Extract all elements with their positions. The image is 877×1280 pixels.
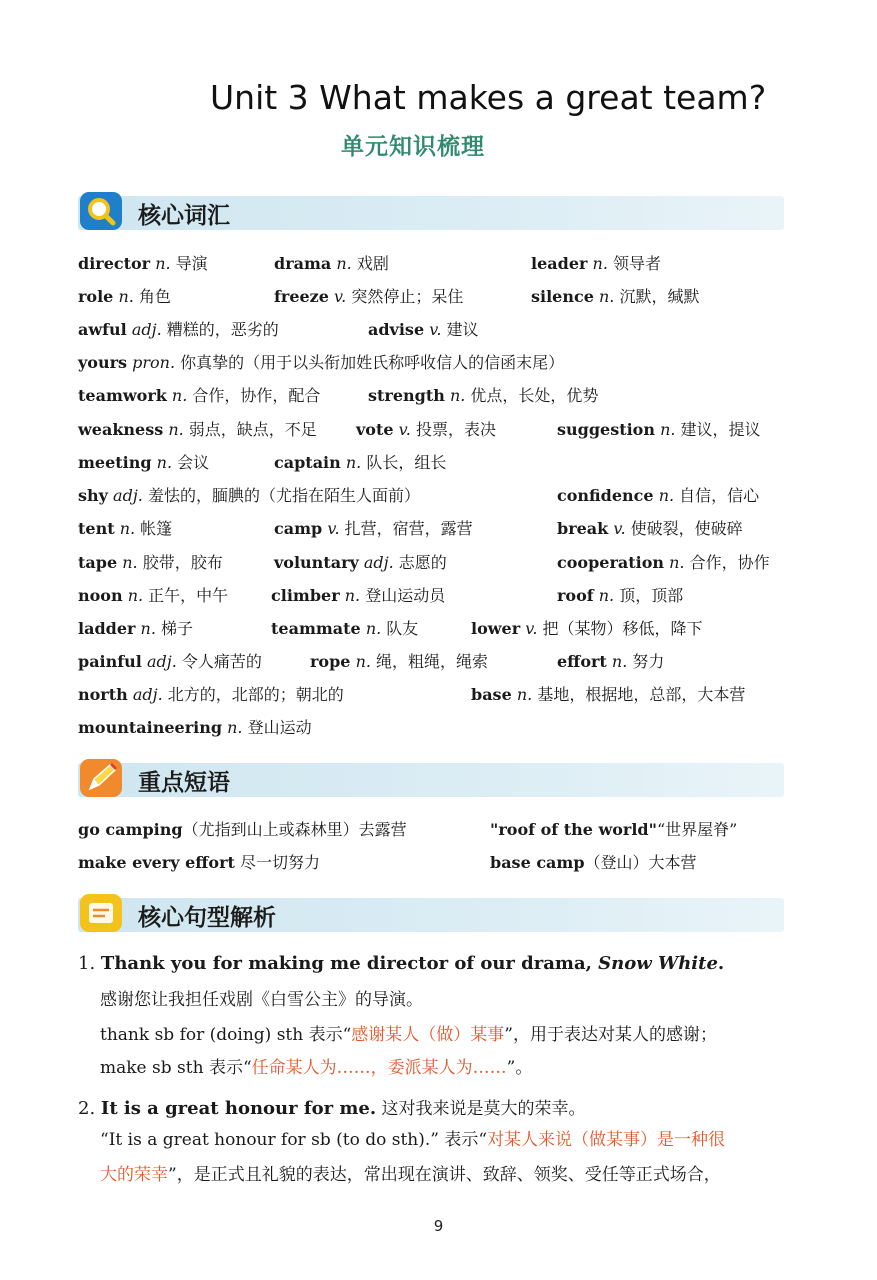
vocab-meaning: 合作，协作，配合 — [187, 386, 321, 405]
vocab-meaning: 糟糕的，恶劣的 — [161, 320, 279, 339]
vocab-word: advise — [368, 320, 425, 339]
vocab-item-meeting — [78, 453, 209, 473]
phrase-en: make every effort — [78, 853, 235, 872]
phrase-item — [78, 853, 320, 873]
vocab-meaning: 自信，信心 — [674, 486, 760, 505]
sentence-note — [100, 1057, 532, 1079]
vocab-word: yours — [78, 353, 128, 372]
vocab-pos: n. — [598, 586, 615, 605]
vocab-item-drama — [274, 254, 389, 274]
vocab-pos: n. — [118, 287, 134, 306]
vocab-meaning: 使破裂，使破碎 — [625, 519, 743, 538]
phrase-zh: （登山）大本营 — [584, 853, 697, 872]
vocab-pos: adj. — [363, 553, 394, 572]
page-subtitle: 单元知识梳理 — [341, 134, 485, 160]
vocab-word: strength — [368, 386, 445, 405]
phrase-item — [78, 820, 407, 840]
vocab-item-break — [557, 519, 743, 539]
vocab-word: break — [557, 519, 609, 538]
vocab-item-confidence — [557, 486, 759, 506]
vocab-item-base — [471, 685, 745, 705]
vocab-word: role — [78, 287, 114, 306]
sentence-translation: 这对我来说是莫大的荣幸。 — [376, 1099, 586, 1119]
sentence-note — [100, 1024, 717, 1046]
vocab-word: tent — [78, 519, 115, 538]
vocab-pos: v. — [525, 619, 538, 638]
vocab-word: leader — [531, 254, 588, 273]
phrase-item — [490, 820, 737, 840]
vocab-meaning: 突然停止；呆住 — [346, 287, 464, 306]
phrase-en: go camping — [78, 820, 183, 839]
vocab-pos: n. — [156, 453, 173, 472]
vocab-pos: v. — [398, 420, 411, 439]
vocab-pos: v. — [429, 320, 442, 339]
vocab-item-awful — [78, 320, 279, 340]
sentence-item — [78, 1094, 586, 1119]
vocab-pos: n. — [140, 619, 156, 638]
section-title-phrases: 重点短语 — [138, 770, 230, 796]
vocab-word: painful — [78, 652, 142, 671]
vocab-item-vote — [356, 420, 496, 440]
section-header-sentences — [78, 898, 784, 932]
vocab-meaning: 羞怯的，腼腆的（尤指在陌生人面前） — [142, 486, 420, 505]
vocab-meaning: 弱点，缺点，不足 — [183, 420, 317, 439]
vocab-pos: v. — [613, 519, 626, 538]
vocab-pos: n. — [355, 652, 371, 671]
vocab-item-captain — [274, 453, 446, 473]
vocab-meaning: 合作，协作 — [684, 553, 770, 572]
vocab-meaning: 正午，中午 — [143, 586, 229, 605]
vocab-meaning: 帐篷 — [135, 519, 173, 538]
vocab-meaning: 导演 — [170, 254, 208, 273]
vocab-word: director — [78, 254, 151, 273]
vocab-pos: adj. — [113, 486, 143, 505]
vocab-pos: v. — [334, 287, 347, 306]
vocab-word: cooperation — [557, 553, 665, 572]
vocab-meaning: 戏剧 — [351, 254, 389, 273]
sentence-item — [78, 953, 724, 974]
vocab-item-cooperation — [557, 553, 770, 573]
vocab-meaning: 把（某物）移低，降下 — [537, 619, 703, 638]
phrase-zh: （尤指到山上或森林里）去露营 — [182, 820, 407, 839]
vocab-meaning: 优点，长处，优势 — [465, 386, 599, 405]
vocab-word: vote — [356, 420, 394, 439]
section-title-sentences: 核心句型解析 — [138, 905, 276, 931]
vocab-pos: v. — [327, 519, 340, 538]
vocab-pos: n. — [171, 386, 188, 405]
vocab-pos: adj. — [131, 320, 162, 339]
vocab-item-roof — [557, 586, 683, 606]
note-text: ”，用于表达对某人的感谢； — [504, 1025, 717, 1045]
vocab-meaning: 沉默，缄默 — [614, 287, 700, 306]
phrase-zh: “世界屋脊” — [656, 820, 738, 839]
phrase-en: base camp — [490, 853, 585, 872]
vocab-word: noon — [78, 586, 123, 605]
vocab-item-weakness — [78, 420, 317, 440]
vocab-pos: n. — [345, 453, 362, 472]
sentence-number: 2. — [78, 1098, 96, 1119]
note-text: “It is a great honour for sb (to do sth).” 表示“ — [100, 1130, 488, 1150]
vocab-pos: n. — [611, 652, 628, 671]
vocab-item-tent — [78, 519, 172, 539]
vocab-word: suggestion — [557, 420, 655, 439]
vocab-pos: n. — [516, 685, 533, 704]
vocab-item-suggestion — [557, 420, 761, 440]
note-icon — [80, 894, 122, 932]
vocab-pos: n. — [658, 486, 675, 505]
phrase-en: "roof of the world" — [490, 820, 657, 839]
vocab-meaning: 顶，顶部 — [614, 586, 684, 605]
vocab-meaning: 角色 — [133, 287, 171, 306]
vocab-word: teammate — [271, 619, 361, 638]
vocab-item-north — [78, 685, 344, 705]
vocab-item-lower — [471, 619, 703, 639]
section-title-vocab: 核心词汇 — [138, 203, 230, 229]
vocab-pos: n. — [599, 287, 615, 306]
vocab-word: weakness — [78, 420, 164, 439]
vocab-pos: pron. — [132, 353, 176, 372]
vocab-word: ladder — [78, 619, 136, 638]
vocab-pos: n. — [344, 586, 361, 605]
vocab-pos: n. — [168, 420, 184, 439]
vocab-word: base — [471, 685, 512, 704]
vocab-meaning: 令人痛苦的 — [176, 652, 262, 671]
vocab-word: roof — [557, 586, 594, 605]
vocab-meaning: 努力 — [627, 652, 665, 671]
vocab-word: north — [78, 685, 128, 704]
vocab-word: camp — [274, 519, 323, 538]
vocab-meaning: 登山运动员 — [360, 586, 446, 605]
vocab-word: tape — [78, 553, 118, 572]
vocab-word: climber — [271, 586, 340, 605]
vocab-item-climber — [271, 586, 445, 606]
section-header-vocab — [78, 196, 784, 230]
vocab-meaning: 队友 — [381, 619, 419, 638]
vocab-item-noon — [78, 586, 228, 606]
sentence-en — [101, 953, 724, 974]
vocab-word: mountaineering — [78, 718, 223, 737]
vocab-meaning: 北方的，北部的；朝北的 — [162, 685, 344, 704]
vocab-pos: n. — [365, 619, 382, 638]
vocab-word: rope — [310, 652, 351, 671]
note-text: ”，是正式且礼貌的表达，常出现在演讲、致辞、领奖、受任等正式场合， — [168, 1165, 721, 1185]
pencil-icon — [80, 759, 122, 797]
magnifier-icon — [80, 192, 122, 230]
vocab-pos: n. — [336, 254, 352, 273]
vocab-item-advise — [368, 320, 479, 340]
sentence-number: 1. — [78, 953, 96, 974]
vocab-meaning: 建议，提议 — [675, 420, 761, 439]
vocab-word: captain — [274, 453, 341, 472]
vocab-meaning: 胶带，胶布 — [137, 553, 223, 572]
vocab-pos: n. — [449, 386, 466, 405]
sentence-note — [100, 1129, 725, 1151]
phrase-zh: 尽一切努力 — [234, 853, 320, 872]
sentence-translation: 感谢您让我担任戏剧《白雪公主》的导演。 — [100, 990, 423, 1010]
vocab-pos: adj. — [146, 652, 177, 671]
vocab-pos: n. — [669, 553, 685, 572]
vocab-item-director — [78, 254, 208, 274]
vocab-meaning: 基地，根据地，总部，大本营 — [532, 685, 746, 704]
vocab-meaning: 领导者 — [607, 254, 661, 273]
note-text: make sb sth 表示“ — [100, 1058, 252, 1078]
vocab-item-silence — [531, 287, 699, 307]
sentence-en-part: Thank you for making me director of our drama, — [100, 953, 599, 974]
note-text: thank sb for (doing) sth 表示“ — [100, 1025, 352, 1045]
vocab-word: confidence — [557, 486, 654, 505]
vocab-item-mountaineering — [78, 718, 312, 738]
sentence-en-title: Snow White — [598, 953, 718, 974]
vocab-meaning: 登山运动 — [242, 718, 312, 737]
vocab-item-voluntary — [274, 553, 447, 573]
vocab-word: silence — [531, 287, 594, 306]
vocab-item-ladder — [78, 619, 193, 639]
vocab-pos: n. — [122, 553, 138, 572]
sentence-note — [100, 1164, 721, 1186]
vocab-word: drama — [274, 254, 332, 273]
section-header-phrases — [78, 763, 784, 797]
vocab-pos: adj. — [132, 685, 163, 704]
phrase-item — [490, 853, 697, 873]
vocab-item-effort — [557, 652, 664, 672]
vocab-item-freeze — [274, 287, 463, 307]
vocab-word: meeting — [78, 453, 152, 472]
vocab-word: awful — [78, 320, 127, 339]
vocab-pos: n. — [127, 586, 144, 605]
vocab-item-strength — [368, 386, 598, 406]
vocab-meaning: 你真挚的（用于以头衔加姓氏称呼收信人的信函末尾） — [175, 353, 565, 372]
note-highlight: 对某人来说（做某事）是一种很 — [487, 1130, 726, 1150]
sentence-en-end: . — [717, 953, 725, 974]
vocab-pos: n. — [119, 519, 136, 538]
note-text: ”。 — [506, 1058, 533, 1078]
vocab-item-camp — [274, 519, 473, 539]
sentence-en: It is a great honour for me. — [100, 1098, 377, 1119]
vocab-item-role — [78, 287, 171, 307]
note-highlight: 大的荣幸 — [100, 1165, 168, 1185]
vocab-word: freeze — [274, 287, 329, 306]
vocab-meaning: 扎营，宿营，露营 — [339, 519, 473, 538]
vocab-word: shy — [78, 486, 108, 505]
vocab-word: teamwork — [78, 386, 167, 405]
note-highlight: 任命某人为……，委派某人为…… — [251, 1058, 507, 1078]
vocab-meaning: 投票，表决 — [410, 420, 496, 439]
vocab-item-yours — [78, 353, 564, 373]
vocab-word: lower — [471, 619, 521, 638]
note-highlight: 感谢某人（做）某事 — [351, 1025, 505, 1045]
vocab-item-painful — [78, 652, 262, 672]
vocab-item-teammate — [271, 619, 418, 639]
vocab-meaning: 绳，粗绳，绳索 — [370, 652, 489, 671]
vocab-item-leader — [531, 254, 661, 274]
vocab-meaning: 梯子 — [155, 619, 194, 638]
vocab-word: effort — [557, 652, 607, 671]
vocab-meaning: 志愿的 — [393, 553, 447, 572]
vocab-item-teamwork — [78, 386, 320, 406]
vocab-item-rope — [310, 652, 488, 672]
vocab-pos: n. — [227, 718, 243, 737]
vocab-pos: n. — [592, 254, 608, 273]
vocab-meaning: 会议 — [172, 453, 210, 472]
vocab-meaning: 建议 — [441, 320, 479, 339]
page-title: Unit 3 What makes a great team? — [210, 78, 767, 117]
vocab-item-tape — [78, 553, 223, 573]
vocab-meaning: 队长，组长 — [361, 453, 447, 472]
vocab-item-shy — [78, 486, 420, 506]
vocab-pos: n. — [660, 420, 676, 439]
page-number: 9 — [433, 1217, 444, 1235]
vocab-pos: n. — [155, 254, 171, 273]
vocab-word: voluntary — [274, 553, 359, 572]
